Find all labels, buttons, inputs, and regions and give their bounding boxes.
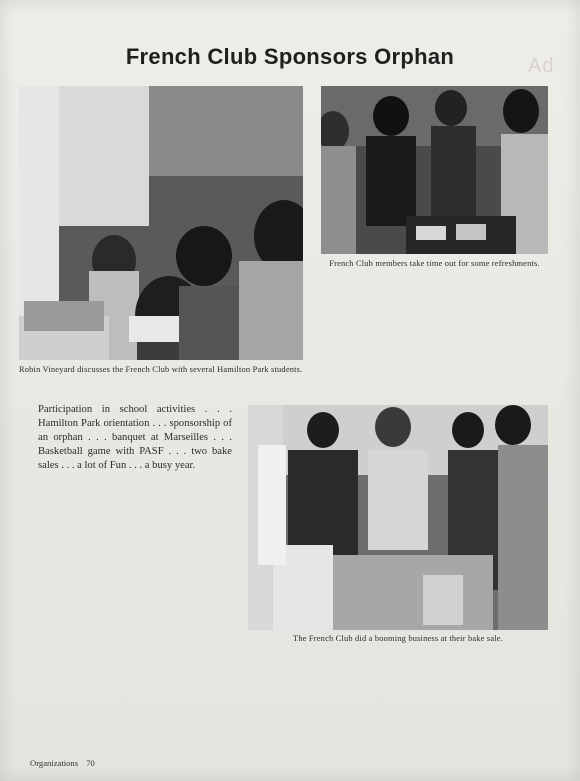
photo-bake-sale-image bbox=[248, 405, 548, 630]
photo-refreshments-caption: French Club members take time out for some refreshments. bbox=[329, 259, 540, 268]
body-paragraph: Participation in school activities . . . Hamilton Park orientation . . . sponsorship of an orphan . . . banquet at Marseilles . . . Basketball game with PASF . . . two bake sales . . . a lot of Fun . . . a busy year. bbox=[38, 404, 232, 471]
page-title: French Club Sponsors Orphan bbox=[125, 44, 455, 69]
page-footer bbox=[30, 758, 95, 768]
photo-bake-sale-caption: The French Club did a booming business at their bake sale. bbox=[293, 634, 503, 643]
photo-discussion bbox=[19, 86, 303, 360]
photo-refreshments bbox=[321, 86, 548, 254]
footer-page-number: 70 bbox=[86, 758, 95, 768]
photo-bake-sale bbox=[248, 405, 548, 630]
footer-section: Organizations bbox=[30, 758, 79, 768]
bleed-through-text: Ad bbox=[528, 55, 555, 77]
photo-discussion-caption: Robin Vineyard discusses the French Club with several Hamilton Park students. bbox=[19, 365, 303, 374]
photo-refreshments-image bbox=[321, 86, 548, 254]
photo-discussion-image bbox=[19, 86, 303, 360]
